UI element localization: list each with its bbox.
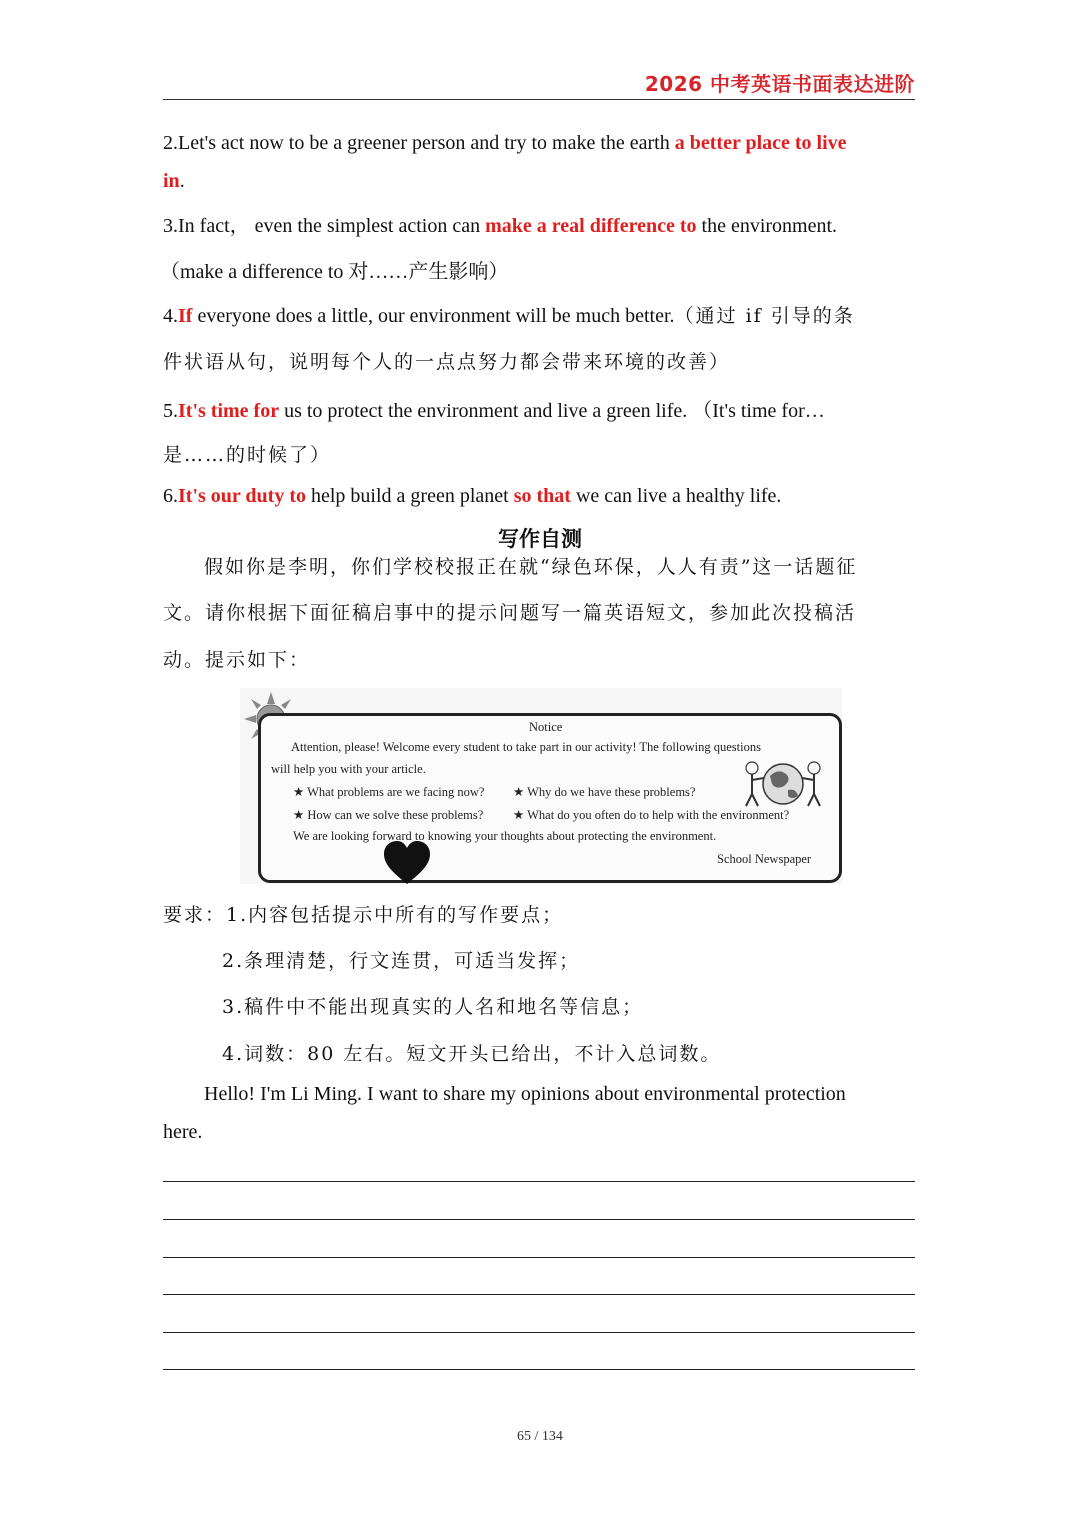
- answer-line[interactable]: [163, 1369, 915, 1370]
- sentence-3: [163, 209, 837, 238]
- sentence-3-note: [160, 255, 508, 284]
- notice-signature: School Newspaper: [717, 852, 812, 866]
- s2-highlight-cont: in: [163, 170, 180, 192]
- answer-line[interactable]: [163, 1332, 915, 1333]
- s4-note-start: （通过 if 引导的条: [674, 305, 855, 327]
- section-heading: 写作自测: [498, 527, 582, 551]
- s4-text: everyone does a little, our environment will be much better.: [192, 305, 675, 327]
- notice-question-4: ★ What do you often do to help with the environment?: [513, 808, 790, 822]
- notice-line-1: Attention, please! Welcome every student to take part in our activity! The following questions: [291, 740, 761, 754]
- sentence-4: [163, 301, 855, 328]
- answer-line[interactable]: [163, 1294, 915, 1295]
- sentence-4-note: [163, 347, 730, 374]
- s2-text: 2.Let's act now to be a greener person and try to make the earth: [163, 132, 675, 154]
- notice-question-1: ★ What problems are we facing now?: [293, 785, 485, 799]
- requirement-2: 2.条理清楚，行文连贯，可适当发挥；: [222, 950, 581, 972]
- starter-line-2: here.: [163, 1121, 203, 1143]
- page-number: 65 / 134: [517, 1429, 563, 1444]
- requirement-1: 要求：1.内容包括提示中所有的写作要点；: [163, 904, 564, 926]
- earth-kids-icon: [740, 754, 826, 810]
- s5-highlight: It's time for: [178, 400, 280, 422]
- heart-icon: [382, 840, 432, 886]
- s5-number: 5.: [163, 400, 178, 422]
- s3-text: 3.In fact， even the simplest action can: [163, 215, 486, 237]
- notice-question-3: ★ How can we solve these problems?: [293, 808, 484, 822]
- requirement-4: 4.词数：80 左右。短文开头已给出，不计入总词数。: [222, 1043, 722, 1065]
- sentence-5-note: [163, 440, 331, 467]
- s6-text: help build a green planet: [306, 485, 514, 507]
- s4-note-end: 件状语从句，说明每个人的一点点努力都会带来环境的改善）: [163, 351, 731, 373]
- requirement-3: 3.稿件中不能出现真实的人名和地名等信息；: [222, 996, 644, 1018]
- answer-line[interactable]: [163, 1181, 915, 1182]
- s5-note: 是……的时候了）: [163, 444, 332, 466]
- s5-text: us to protect the environment and live a green life. （It's time for…: [279, 400, 825, 422]
- sentence-2: [163, 132, 847, 155]
- s6-number: 6.: [163, 485, 178, 507]
- starter-line-1: Hello! I'm Li Ming. I want to share my opinions about environmental protection: [204, 1083, 846, 1105]
- s2-highlight: a better place to live: [674, 132, 847, 154]
- sentence-2-cont: [163, 170, 185, 193]
- page-header: [163, 64, 915, 100]
- s6-highlight-2: so that: [513, 485, 571, 507]
- s3-text-end: the environment.: [696, 215, 838, 237]
- sentence-6: [163, 485, 781, 508]
- s6-highlight-1: It's our duty to: [178, 485, 306, 507]
- sentence-5: [163, 394, 825, 423]
- header-title: 2026 中考英语书面表达进阶: [644, 72, 915, 96]
- s3-note: （make a difference to 对……产生影响）: [160, 261, 509, 283]
- s2-period: .: [179, 170, 185, 192]
- s4-number: 4.: [163, 305, 178, 327]
- prompt-line-3: 动。提示如下：: [163, 649, 311, 671]
- s6-text-end: we can live a healthy life.: [570, 485, 782, 507]
- notice-question-2: ★ Why do we have these problems?: [513, 785, 696, 799]
- answer-line[interactable]: [163, 1219, 915, 1220]
- prompt-line-2: 文。请你根据下面征稿启事中的提示问题写一篇英语短文，参加此次投稿活: [163, 602, 857, 624]
- s4-highlight: If: [178, 305, 193, 327]
- notice-image: [240, 688, 842, 884]
- notice-line-2: will help you with your article.: [271, 762, 426, 776]
- notice-title: Notice: [529, 720, 563, 734]
- answer-line[interactable]: [163, 1257, 915, 1258]
- s3-highlight: make a real difference to: [485, 215, 697, 237]
- notice-line-3: We are looking forward to knowing your thoughts about protecting the environment.: [293, 829, 717, 843]
- prompt-line-1: 假如你是李明，你们学校校报正在就“绿色环保，人人有责”这一话题征: [204, 556, 858, 578]
